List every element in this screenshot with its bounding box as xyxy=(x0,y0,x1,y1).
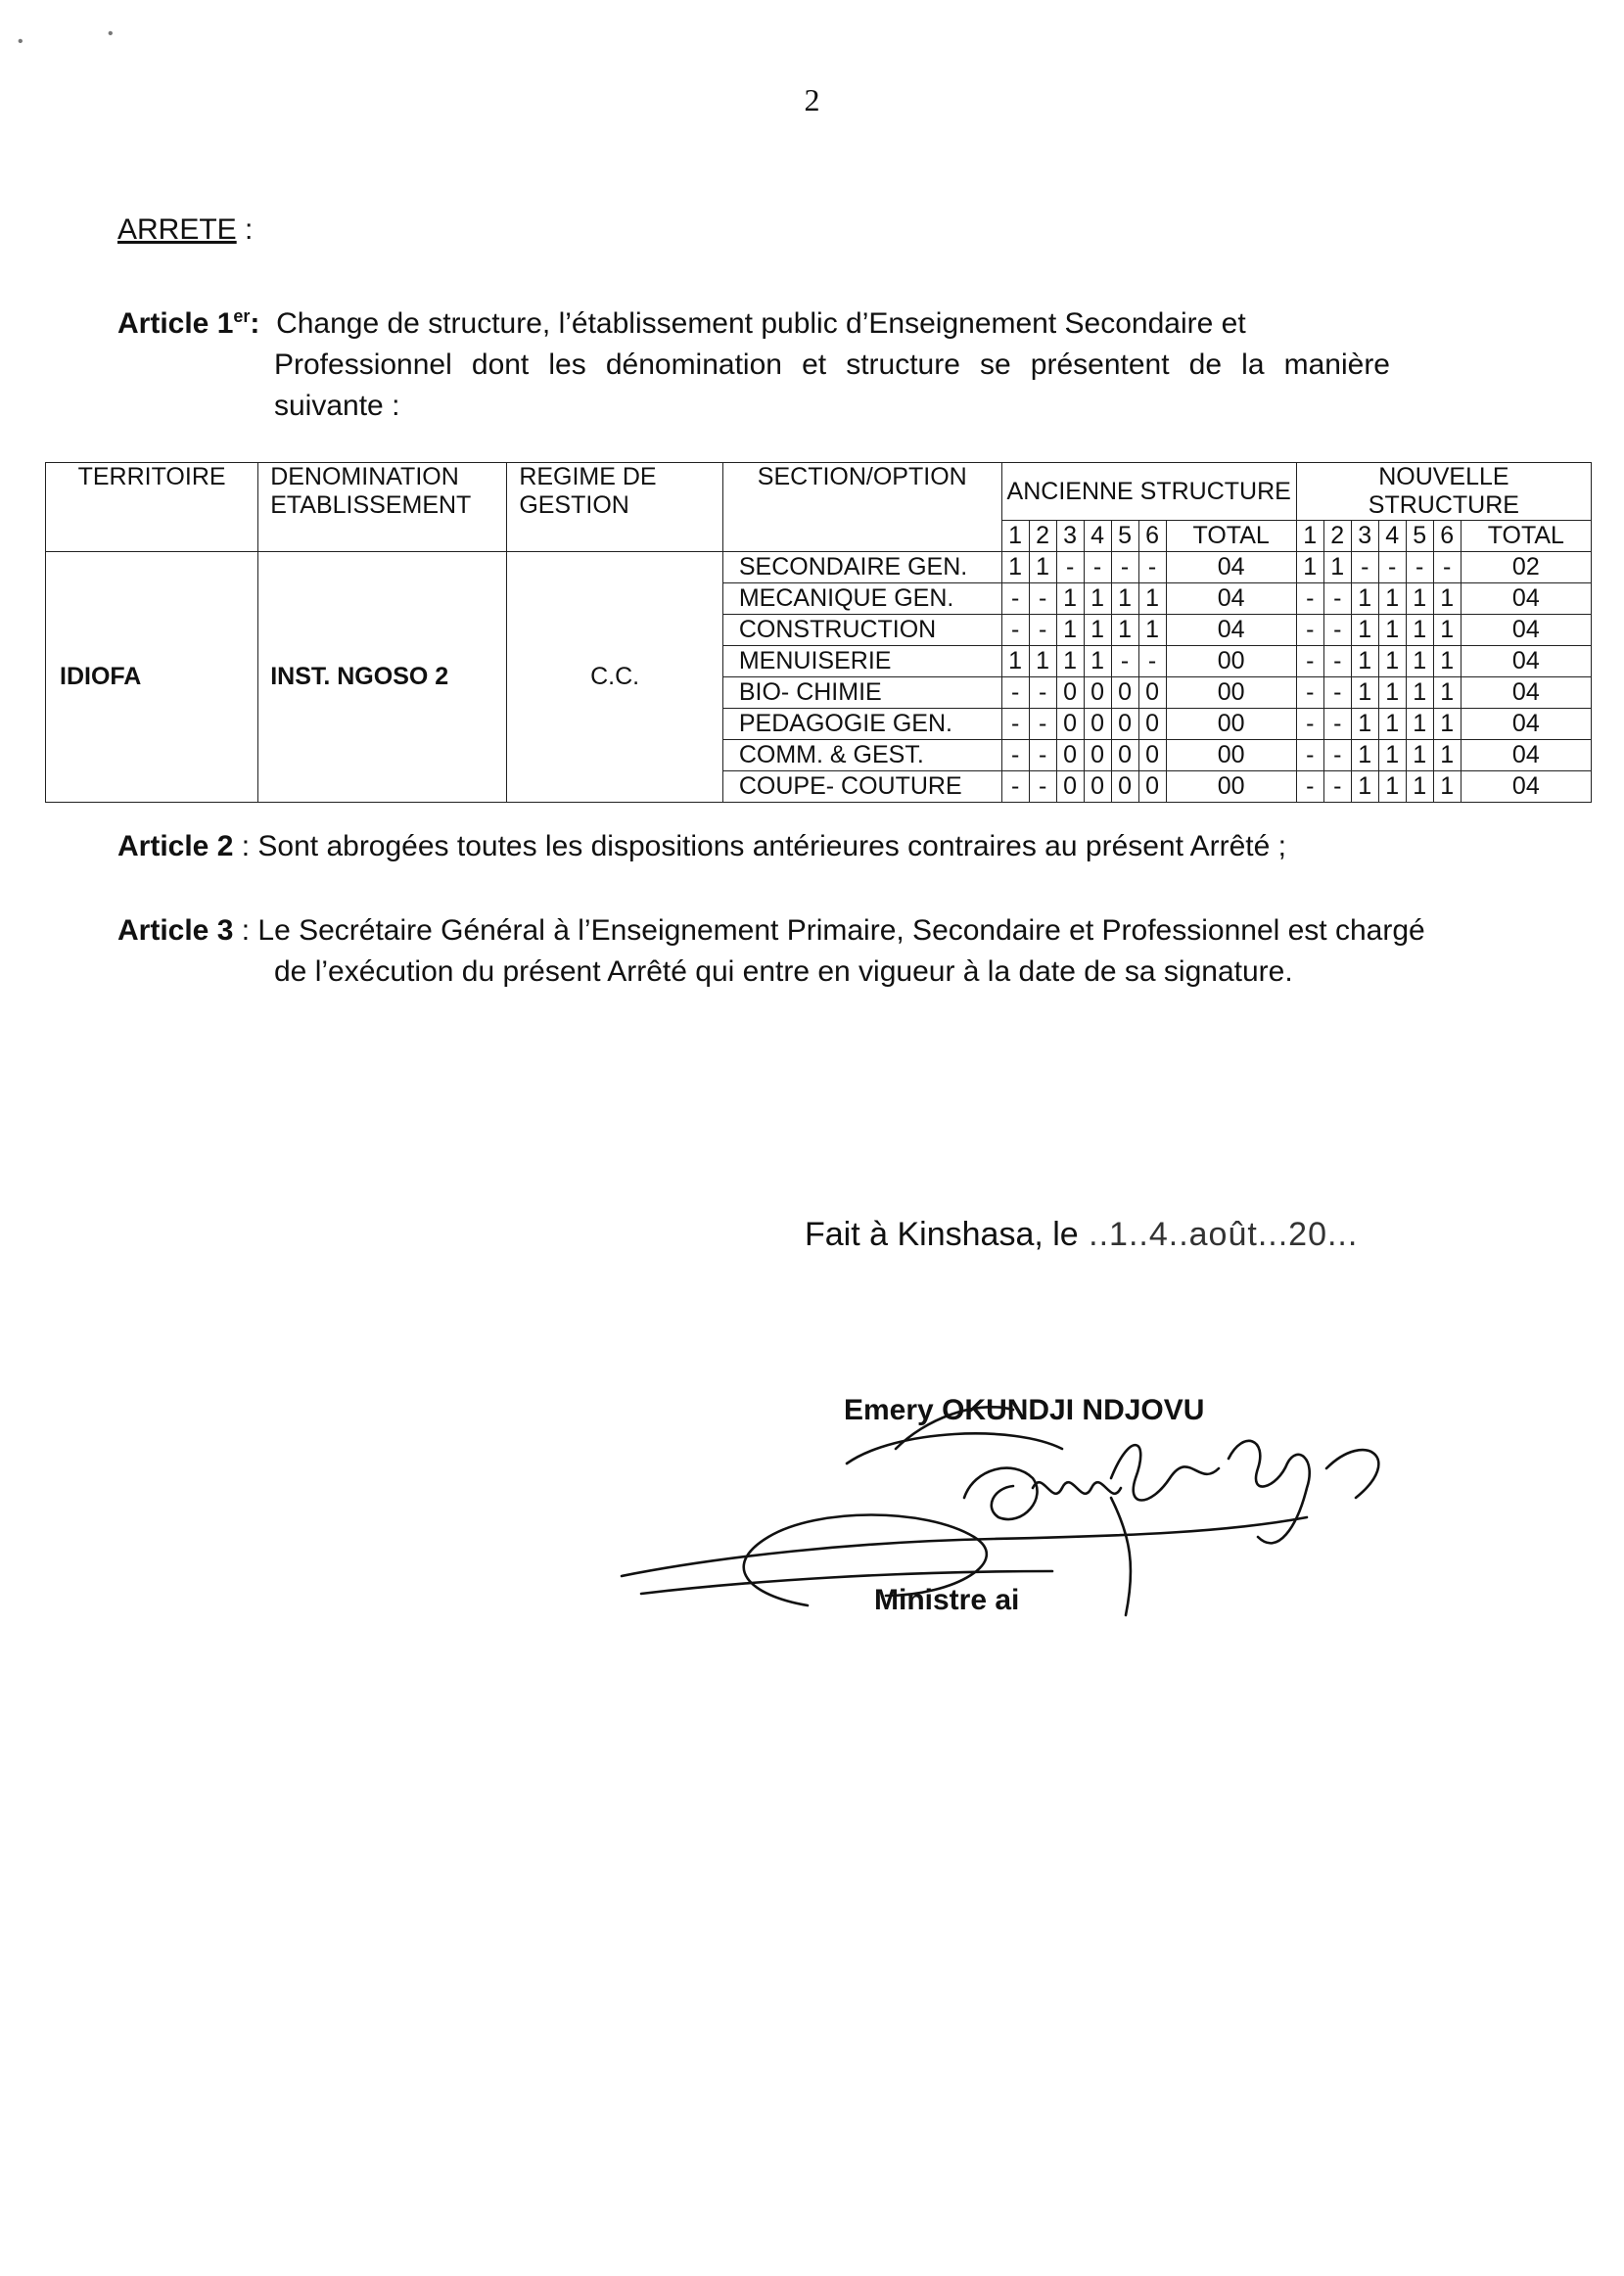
ancienne-year-cell: 0 xyxy=(1084,709,1111,740)
ancienne-year-cell: 0 xyxy=(1111,677,1138,709)
ancienne-year-cell: 1 xyxy=(1056,646,1084,677)
nouvelle-year-cell: 1 xyxy=(1433,740,1461,771)
article-1-text: Change de structure, l’établissement public d’Enseignement Secondaire et xyxy=(276,307,1246,340)
section-option-cell: PEDAGOGIE GEN. xyxy=(722,709,1001,740)
ancienne-total-cell: 04 xyxy=(1166,615,1296,646)
ancienne-year-cell: - xyxy=(1029,709,1056,740)
ancienne-year-cell: 1 xyxy=(1111,583,1138,615)
ancienne-year-cell: - xyxy=(1001,583,1029,615)
ancienne-year-cell: 0 xyxy=(1138,771,1166,803)
ancienne-year-cell: 1 xyxy=(1029,552,1056,583)
article-1 xyxy=(117,296,1410,427)
ancienne-year-cell: 0 xyxy=(1056,740,1084,771)
nouvelle-year-cell: 1 xyxy=(1378,771,1406,803)
nouvelle-year-cell: - xyxy=(1296,615,1323,646)
nouvelle-year-cell: - xyxy=(1351,552,1378,583)
nouvelle-year-cell: 1 xyxy=(1406,709,1433,740)
ancienne-year-cell: 0 xyxy=(1138,709,1166,740)
nouvelle-sub-header: 5 xyxy=(1406,521,1433,552)
ancienne-year-cell: 0 xyxy=(1056,771,1084,803)
nouvelle-sub-header: 4 xyxy=(1378,521,1406,552)
ancienne-year-cell: - xyxy=(1138,552,1166,583)
ancienne-year-cell: - xyxy=(1001,677,1029,709)
nouvelle-sub-header: 3 xyxy=(1351,521,1378,552)
ancienne-year-cell: 0 xyxy=(1138,677,1166,709)
nouvelle-year-cell: 1 xyxy=(1433,709,1461,740)
section-option-cell: COUPE- COUTURE xyxy=(722,771,1001,803)
nouvelle-year-cell: - xyxy=(1296,646,1323,677)
nouvelle-year-cell: - xyxy=(1323,615,1351,646)
header-territoire: TERRITOIRE xyxy=(46,463,258,552)
signatory-name: Emery OKUNDJI NDJOVU xyxy=(844,1394,1205,1426)
table-row xyxy=(46,552,1592,583)
ancienne-year-cell: 1 xyxy=(1001,646,1029,677)
ancienne-sub-header: TOTAL xyxy=(1166,521,1296,552)
nouvelle-year-cell: - xyxy=(1296,740,1323,771)
section-option-cell: MENUISERIE xyxy=(722,646,1001,677)
nouvelle-sub-header: 6 xyxy=(1433,521,1461,552)
article-3-label: Article 3 xyxy=(117,914,234,947)
section-option-cell: SECONDAIRE GEN. xyxy=(722,552,1001,583)
article-3-text: : Le Secrétaire Général à l’Enseignement Primaire, Secondaire et Professionnel est chargé xyxy=(233,914,1425,947)
nouvelle-year-cell: - xyxy=(1296,677,1323,709)
nouvelle-year-cell: 1 xyxy=(1351,677,1378,709)
article-2 xyxy=(117,826,1488,867)
nouvelle-year-cell: - xyxy=(1323,771,1351,803)
header-ancienne-structure: ANCIENNE STRUCTURE xyxy=(1001,463,1296,521)
nouvelle-year-cell: - xyxy=(1323,709,1351,740)
arrete-heading-suffix: : xyxy=(236,213,254,246)
section-option-cell: CONSTRUCTION xyxy=(722,615,1001,646)
header-regime: REGIME DE GESTION xyxy=(507,463,723,552)
nouvelle-year-cell: 1 xyxy=(1378,677,1406,709)
nouvelle-year-cell: - xyxy=(1296,771,1323,803)
ancienne-year-cell: - xyxy=(1029,740,1056,771)
ancienne-year-cell: 1 xyxy=(1138,615,1166,646)
nouvelle-year-cell: 1 xyxy=(1406,677,1433,709)
signatory-title: Ministre ai xyxy=(874,1584,1020,1616)
ancienne-year-cell: - xyxy=(1029,677,1056,709)
ancienne-year-cell: 0 xyxy=(1111,771,1138,803)
nouvelle-year-cell: 1 xyxy=(1406,740,1433,771)
article-1-continuation: Professionnel dont les dénomination et structure se présentent de la manière suivante : xyxy=(274,348,1390,422)
ancienne-year-cell: 1 xyxy=(1084,646,1111,677)
nouvelle-year-cell: 1 xyxy=(1433,771,1461,803)
scan-speck: • xyxy=(18,33,23,50)
article-2-text: : Sont abrogées toutes les dispositions antérieures contraires au présent Arrêté ; xyxy=(233,830,1286,862)
nouvelle-year-cell: 1 xyxy=(1406,771,1433,803)
header-denomination: DENOMINATION ETABLISSEMENT xyxy=(258,463,507,552)
section-option-cell: BIO- CHIMIE xyxy=(722,677,1001,709)
etablissement-cell: INST. NGOSO 2 xyxy=(258,552,507,803)
ancienne-sub-header: 6 xyxy=(1138,521,1166,552)
nouvelle-year-cell: - xyxy=(1378,552,1406,583)
nouvelle-year-cell: 1 xyxy=(1433,583,1461,615)
ancienne-year-cell: 1 xyxy=(1029,646,1056,677)
nouvelle-total-cell: 02 xyxy=(1461,552,1591,583)
nouvelle-year-cell: 1 xyxy=(1351,615,1378,646)
nouvelle-year-cell: 1 xyxy=(1433,646,1461,677)
section-option-cell: COMM. & GEST. xyxy=(722,740,1001,771)
section-option-cell: MECANIQUE GEN. xyxy=(722,583,1001,615)
ancienne-total-cell: 00 xyxy=(1166,646,1296,677)
ancienne-year-cell: 0 xyxy=(1084,740,1111,771)
article-3 xyxy=(117,910,1508,993)
ancienne-total-cell: 04 xyxy=(1166,583,1296,615)
ancienne-total-cell: 04 xyxy=(1166,552,1296,583)
nouvelle-year-cell: - xyxy=(1296,583,1323,615)
ancienne-year-cell: 1 xyxy=(1084,615,1111,646)
nouvelle-total-cell: 04 xyxy=(1461,646,1591,677)
ancienne-year-cell: 1 xyxy=(1084,583,1111,615)
ancienne-year-cell: 1 xyxy=(1138,583,1166,615)
ancienne-sub-header: 4 xyxy=(1084,521,1111,552)
nouvelle-year-cell: 1 xyxy=(1406,615,1433,646)
nouvelle-total-cell: 04 xyxy=(1461,677,1591,709)
nouvelle-year-cell: - xyxy=(1323,677,1351,709)
ancienne-year-cell: 1 xyxy=(1056,615,1084,646)
header-section: SECTION/OPTION xyxy=(722,463,1001,552)
nouvelle-total-cell: 04 xyxy=(1461,771,1591,803)
article-3-continuation: de l’exécution du présent Arrêté qui entre en vigueur à la date de sa signature. xyxy=(274,955,1293,988)
nouvelle-total-cell: 04 xyxy=(1461,709,1591,740)
nouvelle-year-cell: 1 xyxy=(1433,677,1461,709)
article-2-label: Article 2 xyxy=(117,830,234,862)
nouvelle-year-cell: 1 xyxy=(1351,771,1378,803)
ancienne-year-cell: 1 xyxy=(1111,615,1138,646)
nouvelle-total-cell: 04 xyxy=(1461,583,1591,615)
ancienne-year-cell: 0 xyxy=(1056,709,1084,740)
nouvelle-sub-header: 1 xyxy=(1296,521,1323,552)
nouvelle-year-cell: - xyxy=(1433,552,1461,583)
place-and-date xyxy=(805,1216,1358,1254)
ancienne-sub-header: 2 xyxy=(1029,521,1056,552)
nouvelle-sub-header: 2 xyxy=(1323,521,1351,552)
ancienne-year-cell: - xyxy=(1001,615,1029,646)
ancienne-year-cell: - xyxy=(1029,771,1056,803)
article-1-label: Article 1er: xyxy=(117,306,260,340)
regime-cell: C.C. xyxy=(507,552,723,803)
article-1-line1 xyxy=(117,296,1410,345)
nouvelle-year-cell: 1 xyxy=(1406,583,1433,615)
ancienne-year-cell: - xyxy=(1111,646,1138,677)
ancienne-total-cell: 00 xyxy=(1166,740,1296,771)
ancienne-year-cell: - xyxy=(1001,740,1029,771)
nouvelle-year-cell: 1 xyxy=(1351,646,1378,677)
nouvelle-year-cell: - xyxy=(1323,646,1351,677)
ancienne-sub-header: 1 xyxy=(1001,521,1029,552)
nouvelle-year-cell: 1 xyxy=(1351,709,1378,740)
nouvelle-year-cell: - xyxy=(1323,740,1351,771)
nouvelle-year-cell: 1 xyxy=(1378,740,1406,771)
structure-table xyxy=(45,462,1592,803)
ancienne-year-cell: - xyxy=(1138,646,1166,677)
ancienne-year-cell: - xyxy=(1029,615,1056,646)
nouvelle-year-cell: 1 xyxy=(1406,646,1433,677)
nouvelle-total-cell: 04 xyxy=(1461,615,1591,646)
ancienne-total-cell: 00 xyxy=(1166,677,1296,709)
header-nouvelle-structure: NOUVELLE STRUCTURE xyxy=(1296,463,1591,521)
ancienne-total-cell: 00 xyxy=(1166,709,1296,740)
nouvelle-sub-header: TOTAL xyxy=(1461,521,1591,552)
ancienne-year-cell: - xyxy=(1001,771,1029,803)
nouvelle-year-cell: 1 xyxy=(1378,615,1406,646)
nouvelle-year-cell: - xyxy=(1406,552,1433,583)
nouvelle-year-cell: 1 xyxy=(1351,583,1378,615)
ancienne-year-cell: - xyxy=(1084,552,1111,583)
arrete-heading xyxy=(117,213,253,247)
nouvelle-year-cell: 1 xyxy=(1351,740,1378,771)
nouvelle-total-cell: 04 xyxy=(1461,740,1591,771)
nouvelle-year-cell: 1 xyxy=(1323,552,1351,583)
ancienne-year-cell: 0 xyxy=(1084,771,1111,803)
nouvelle-year-cell: 1 xyxy=(1378,583,1406,615)
page-number: 2 xyxy=(804,82,820,117)
nouvelle-year-cell: 1 xyxy=(1296,552,1323,583)
arrete-heading-word: ARRETE xyxy=(117,213,237,246)
ancienne-year-cell: - xyxy=(1056,552,1084,583)
ancienne-sub-header: 5 xyxy=(1111,521,1138,552)
scan-speck: • xyxy=(108,25,114,42)
nouvelle-year-cell: 1 xyxy=(1378,709,1406,740)
ancienne-year-cell: 1 xyxy=(1001,552,1029,583)
nouvelle-year-cell: 1 xyxy=(1378,646,1406,677)
ancienne-year-cell: 0 xyxy=(1056,677,1084,709)
nouvelle-year-cell: - xyxy=(1296,709,1323,740)
ancienne-year-cell: 1 xyxy=(1056,583,1084,615)
ancienne-year-cell: 0 xyxy=(1138,740,1166,771)
nouvelle-year-cell: 1 xyxy=(1433,615,1461,646)
ancienne-year-cell: - xyxy=(1111,552,1138,583)
place-label: Fait à Kinshasa, le xyxy=(805,1216,1079,1253)
ancienne-year-cell: 0 xyxy=(1111,740,1138,771)
nouvelle-year-cell: - xyxy=(1323,583,1351,615)
ancienne-year-cell: 0 xyxy=(1111,709,1138,740)
table-body xyxy=(46,552,1592,803)
ancienne-year-cell: 0 xyxy=(1084,677,1111,709)
territoire-cell: IDIOFA xyxy=(46,552,258,803)
ancienne-year-cell: - xyxy=(1001,709,1029,740)
ancienne-year-cell: - xyxy=(1029,583,1056,615)
ancienne-sub-header: 3 xyxy=(1056,521,1084,552)
ancienne-total-cell: 00 xyxy=(1166,771,1296,803)
signature-date: ..1..4..août...20... xyxy=(1078,1216,1359,1253)
